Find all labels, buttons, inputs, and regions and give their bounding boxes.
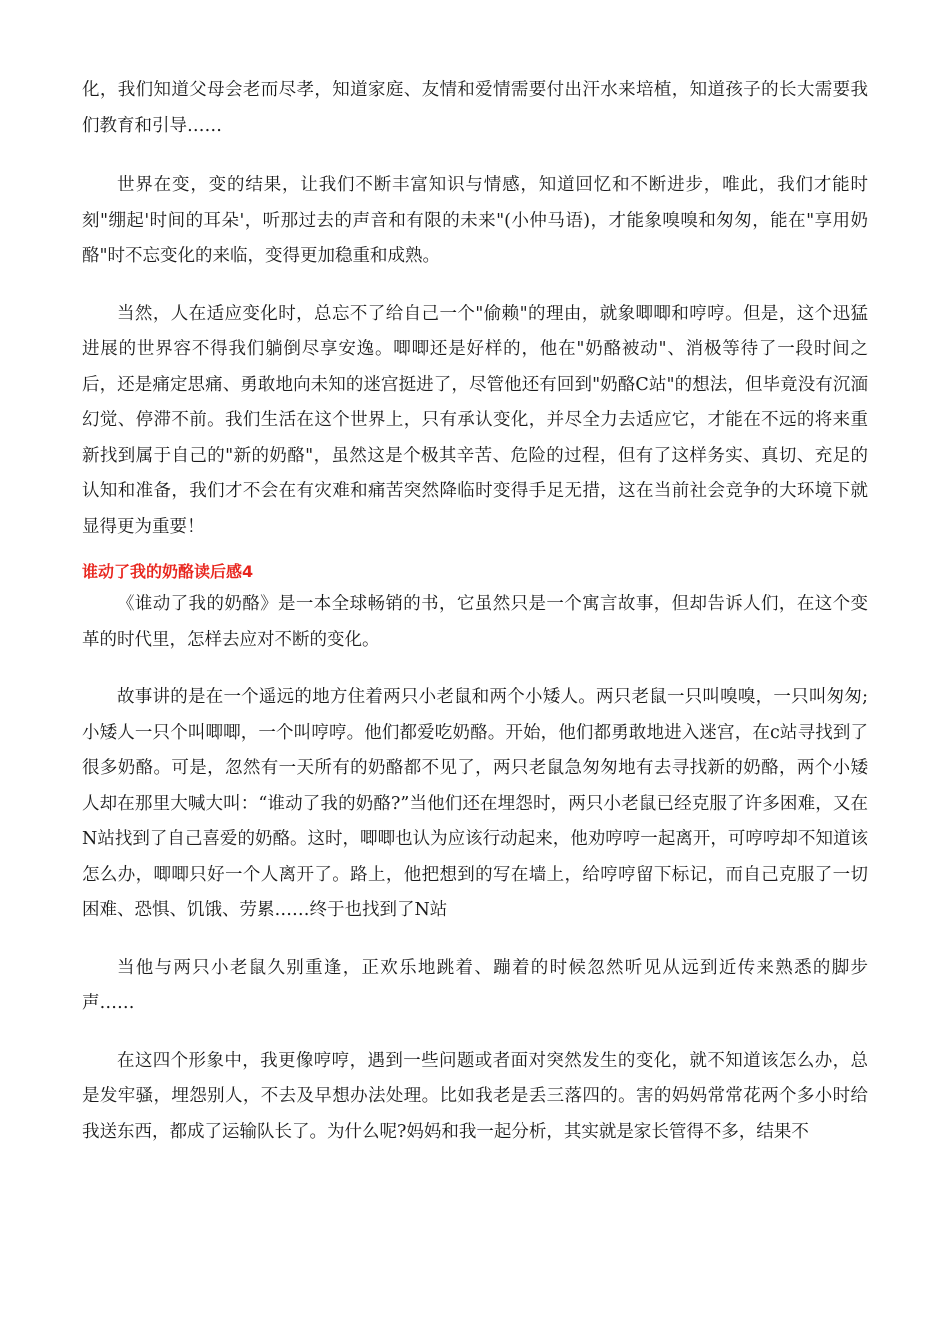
paragraph: 当然，人在适应变化时，总忘不了给自己一个"偷赖"的理由，就象唧唧和哼哼。但是，这个迅猛进展的世界容不得我们躺倒尽享安逸。唧唧还是好样的，他在"奶酪被动"、消极等待了一段时间之后，还是痛定思痛、勇敢地向未知的迷宫挺进了，尽管他还有回到"奶酪C站"的想法，但毕竟没有沉湎幻觉、停滞不前。我们生活在这个世界上，只有承认变化，并尽全力去适应它，才能在不远的将来重新找到属于自己的"新的奶酪"，虽然这是个极其辛苦、危险的过程，但有了这样务实、真切、充足的认知和准备，我们才不会在有灾难和痛苦突然降临时变得手足无措，这在当前社会竞争的大环境下就显得更为重要！ <box>82 303 868 537</box>
section-heading: 谁动了我的奶酪读后感4 <box>82 562 254 581</box>
paragraph: 世界在变，变的结果，让我们不断丰富知识与情感，知道回忆和不断进步，唯此，我们才能时刻"绷起'时间的耳朵'，听那过去的声音和有限的未来"(小仲马语)，才能象嗅嗅和匆匆，能在"享用奶酪"时不忘变化的来临，变得更加稳重和成熟。 <box>82 175 868 266</box>
paragraph: 《谁动了我的奶酪》是一本全球畅销的书，它虽然只是一个寓言故事，但却告诉人们，在这个变革的时代里，怎样去应对不断的变化。 <box>82 594 868 650</box>
document-body <box>82 73 868 1172</box>
paragraph: 当他与两只小老鼠久别重逢，正欢乐地跳着、蹦着的时候忽然听见从远到近传来熟悉的脚步声…… <box>82 957 868 1013</box>
paragraph: 化，我们知道父母会老而尽孝，知道家庭、友情和爱情需要付出汗水来培植，知道孩子的长大需要我们教育和引导…… <box>82 80 868 136</box>
paragraph: 故事讲的是在一个遥远的地方住着两只小老鼠和两个小矮人。两只老鼠一只叫嗅嗅，一只叫匆匆;小矮人一只个叫唧唧，一个叫哼哼。他们都爱吃奶酪。开始，他们都勇敢地进入迷宫，在c站寻找到了很多奶酪。可是，忽然有一天所有的奶酪都不见了，两只老鼠急匆匆地有去寻找新的奶酪，两个小矮人却在那里大喊大叫：“谁动了我的奶酪?”当他们还在埋怨时，两只小老鼠已经克服了许多困难，又在N站找到了自己喜爱的奶酪。这时，唧唧也认为应该行动起来，他劝哼哼一起离开，可哼哼却不知道该怎么办，唧唧只好一个人离开了。路上，他把想到的写在墙上，给哼哼留下标记，而自己克服了一切困难、恐惧、饥饿、劳累……终于也找到了N站 <box>82 687 868 920</box>
paragraph: 在这四个形象中，我更像哼哼，遇到一些问题或者面对突然发生的变化，就不知道该怎么办，总是发牢骚，埋怨别人，不去及早想办法处理。比如我老是丢三落四的。害的妈妈常常花两个多小时给我送东西，都成了运输队长了。为什么呢?妈妈和我一起分析，其实就是家长管得不多，结果不 <box>82 1050 868 1142</box>
